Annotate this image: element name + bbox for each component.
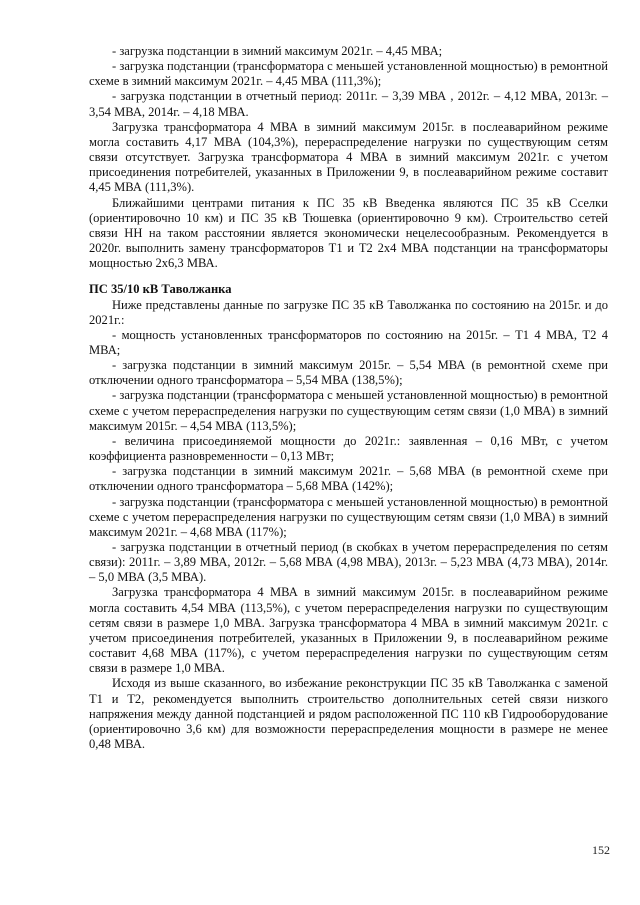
page-number: 152 (592, 843, 610, 857)
paragraph: - загрузка подстанции (трансформатора с меньшей установленной мощностью) в ремонтной схеме в зимний максимум 2021г. – 4,45 МВА (111,3%); (89, 59, 608, 89)
paragraph: - мощность установленных трансформаторов по состоянию на 2015г. – Т1 4 МВА, Т2 4 МВА; (89, 327, 608, 357)
paragraph: - загрузка подстанции в зимний максимум 2021г. – 4,45 МВА; (112, 44, 443, 58)
paragraph: - величина присоединяемой мощности до 2021г.: заявленная – 0,16 МВт, с учетом коэффициента разновременности – 0,13 МВт; (89, 433, 608, 464)
paragraph: Ниже представлены данные по загрузке ПС 35 кВ Таволжанка по состоянию на 2015г. и до 2021г.: (89, 297, 608, 327)
document-page (89, 44, 608, 752)
section-heading: ПС 35/10 кВ Таволжанка (89, 282, 232, 297)
paragraph: - загрузка подстанции (трансформатора с меньшей установленной мощностью) в ремонтной схеме с учетом перераспределения нагрузки по существующим сетям связи (1,0 МВА) в зимний максимум 2021г. – 4,68 МВА (117%); (89, 494, 608, 539)
paragraph: Ближайшими центрами питания к ПС 35 кВ Введенка являются ПС 35 кВ Сселки (ориентировочно 10 км) и ПС 35 кВ Тюшевка (ориентировочно 9 км). Строительство сетей связи НН на таком расстоянии является экономически нецелесообразным. Рекомендуется в 2020г. выполнить замену трансформаторов Т1 и Т2 2х4 МВА подстанции на трансформаторы мощностью 2х6,3 МВА. (89, 195, 608, 271)
paragraph: Исходя из выше сказанного, во избежание реконструкции ПС 35 кВ Таволжанка с заменой Т1 и Т2, рекомендуется выполнить строительство дополнительных сетей связи низкого напряжения между данной подстанцией и рядом расположенной ПС 110 кВ Гидрооборудование (ориентировочно 3,6 км) для возможности перераспределения мощности в размере не менее 0,48 МВА. (89, 676, 608, 752)
paragraph: - загрузка подстанции в зимний максимум 2021г. – 5,68 МВА (в ремонтной схеме при отключении одного трансформатора – 5,68 МВА (142%); (89, 464, 608, 494)
paragraph: - загрузка подстанции (трансформатора с меньшей установленной мощностью) в ремонтной схеме с учетом перераспределения нагрузки по существующим сетям связи (1,0 МВА) в зимний максимум 2015г. – 4,54 МВА (113,5%); (89, 388, 608, 433)
paragraph: - загрузка подстанции в отчетный период: 2011г. – 3,39 МВА , 2012г. – 4,12 МВА, 2013г. – 3,54 МВА, 2014г. – 4,18 МВА. (89, 89, 608, 119)
paragraph: Загрузка трансформатора 4 МВА в зимний максимум 2015г. в послеаварийном режиме могла составить 4,54 МВА (113,5%), с учетом перераспределения нагрузки по существующим сетям связи в размере 1,0 МВА. Загрузка трансформатора 4 МВА в зимний максимум 2021г. с учетом присоединения потребителей, указанных в Приложении 9, в послеаварийном режиме составит 4,68 МВА (117%), с учетом перераспределения нагрузки по существующим сетям связи в размере 1,0 МВА. (89, 585, 608, 676)
paragraph: Загрузка трансформатора 4 МВА в зимний максимум 2015г. в послеаварийном режиме могла составить 4,17 МВА (104,3%), перераспределение нагрузки по существующим сетям связи отсутствует. Загрузка трансформатора 4 МВА в зимний максимум 2021г. с учетом присоединения потребителей, указанных в Приложении 9, в послеаварийном режиме составит 4,45 МВА (111,3%). (89, 119, 608, 195)
paragraph: - загрузка подстанции в отчетный период (в скобках в учетом перераспределения по сетям связи): 2011г. – 3,89 МВА, 2012г. – 5,68 МВА (4,98 МВА), 2013г. – 5,23 МВА (4,73 МВА), 2014г. – 5,0 МВА (3,5 МВА). (89, 540, 608, 585)
paragraph: - загрузка подстанции в зимний максимум 2015г. – 5,54 МВА (в ремонтной схеме при отключении одного трансформатора – 5,54 МВА (138,5%); (89, 358, 608, 388)
